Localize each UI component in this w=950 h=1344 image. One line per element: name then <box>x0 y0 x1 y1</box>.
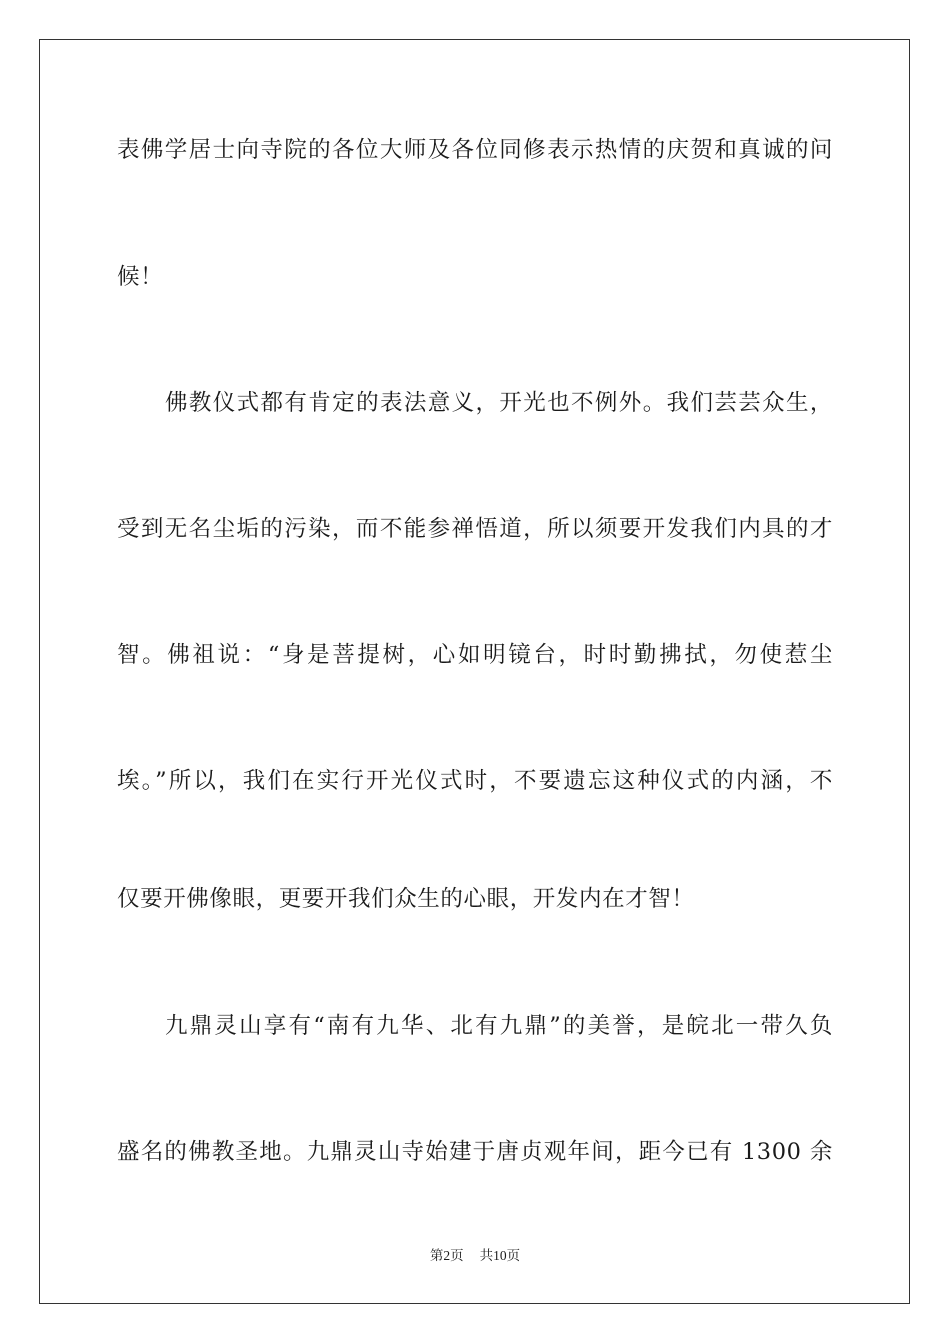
page-total: 共10页 <box>479 1248 521 1263</box>
text-line: 表佛学居士向寺院的各位大师及各位同修表示热情的庆贺和真诚的问 <box>117 137 833 163</box>
text-line: 智。佛祖说：“身是菩提树，心如明镜台，时时勤拂拭，勿使惹尘 <box>117 642 833 668</box>
paragraph-start-line: 佛教仪式都有肯定的表法意义，开光也不例外。我们芸芸众生， <box>165 390 833 416</box>
text-line: 盛名的佛教圣地。九鼎灵山寺始建于唐贞观年间，距今已有 1300 余 <box>117 1139 833 1165</box>
text-line: 受到无名尘垢的污染，而不能参禅悟道，所以须要开发我们内具的才 <box>117 516 833 542</box>
page-footer <box>0 1247 950 1265</box>
paragraph-start-line: 九鼎灵山享有“南有九华、北有九鼎”的美誉，是皖北一带久负 <box>165 1013 833 1039</box>
page-number: 第2页 <box>429 1248 464 1263</box>
page-border <box>39 39 910 1304</box>
text-line: 候！ <box>117 264 164 290</box>
text-line: 仅要开佛像眼，更要开我们众生的心眼，开发内在才智！ <box>117 886 695 912</box>
text-line: 埃。”所以，我们在实行开光仪式时，不要遗忘这种仪式的内涵，不 <box>117 768 833 794</box>
